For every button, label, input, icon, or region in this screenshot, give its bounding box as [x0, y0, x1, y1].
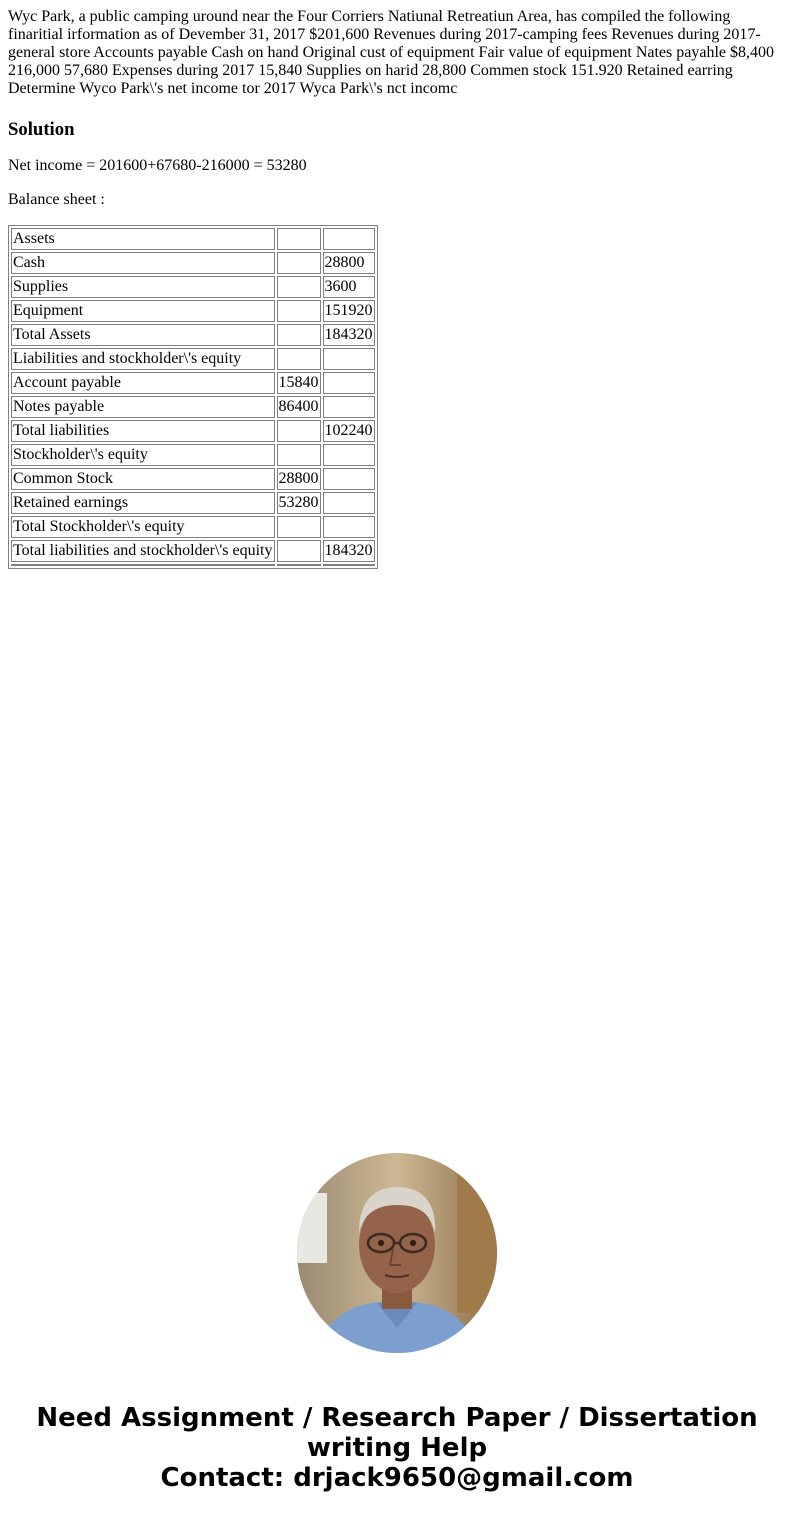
- table-cell: [323, 348, 375, 370]
- table-cell: [277, 540, 321, 562]
- table-cell: [323, 468, 375, 490]
- table-cell: Retained earnings: [11, 492, 275, 514]
- balance-sheet-label: Balance sheet :: [8, 191, 105, 208]
- question-text: Wyc Park, a public camping uround near the Four Corriers Natiunal Retreatiun Area, has compiled the following finaritial irformation as of Devember 31, 2017 $201,600 Revenues during 2017-camping fees Revenues during 2017-general store Accounts payable Cash on hand Original cust of equipment Fair value of equipment Nates payahle $8,400 216,000 57,680 Expenses during 2017 15,840 Supplies on harid 28,800 Commen stock 151.920 Retained earring Determine Wyco Park\'s net income tor 2017 Wyca Park\'s nct incomc: [8, 8, 775, 97]
- table-cell: Equipment: [11, 300, 275, 322]
- author-avatar-photo: [297, 1153, 497, 1353]
- table-cell: [323, 492, 375, 514]
- table-row: [11, 420, 375, 442]
- banner-line-2: writing Help: [306, 1433, 488, 1463]
- table-cell: Liabilities and stockholder\'s equity: [11, 348, 275, 370]
- table-cell: Cash: [11, 252, 275, 274]
- table-cell: 86400: [277, 396, 321, 418]
- table-row-empty: [11, 564, 375, 566]
- table-cell: 184320: [323, 324, 375, 346]
- balance-sheet-table: [8, 225, 378, 569]
- table-row: [11, 396, 375, 418]
- table-cell: [323, 516, 375, 538]
- table-cell: [277, 516, 321, 538]
- table-row: [11, 444, 375, 466]
- table-row: [11, 300, 375, 322]
- table-cell: Common Stock: [11, 468, 275, 490]
- banner-line-1: Need Assignment / Research Paper / Dissertation: [36, 1403, 758, 1433]
- table-cell: [323, 444, 375, 466]
- balance-sheet-body: [11, 228, 375, 566]
- document-content: [0, 0, 794, 569]
- table-cell: [323, 228, 375, 250]
- solution-heading: Solution: [8, 119, 75, 140]
- table-cell: 184320: [323, 540, 375, 562]
- table-row: [11, 348, 375, 370]
- table-cell: [277, 252, 321, 274]
- help-banner: [0, 1403, 794, 1493]
- table-row: [11, 516, 375, 538]
- table-cell: [277, 348, 321, 370]
- table-cell: Total liabilities: [11, 420, 275, 442]
- table-row: [11, 276, 375, 298]
- table-cell: Supplies: [11, 276, 275, 298]
- table-row: [11, 468, 375, 490]
- table-row: [11, 228, 375, 250]
- table-cell: 53280: [277, 492, 321, 514]
- table-cell: [277, 276, 321, 298]
- table-cell: 15840: [277, 372, 321, 394]
- table-row: [11, 252, 375, 274]
- table-cell: [277, 300, 321, 322]
- table-cell: [323, 564, 375, 566]
- table-cell: [277, 444, 321, 466]
- table-cell: Stockholder\'s equity: [11, 444, 275, 466]
- table-row: [11, 372, 375, 394]
- table-cell: Notes payable: [11, 396, 275, 418]
- net-income-text: Net income = 201600+67680-216000 = 53280: [8, 157, 307, 174]
- table-cell: 102240: [323, 420, 375, 442]
- table-cell: 3600: [323, 276, 375, 298]
- table-cell: Total Assets: [11, 324, 275, 346]
- table-cell: 151920: [323, 300, 375, 322]
- table-cell: Account payable: [11, 372, 275, 394]
- table-cell: [323, 396, 375, 418]
- table-cell: [277, 324, 321, 346]
- table-cell: 28800: [323, 252, 375, 274]
- table-cell: [277, 420, 321, 442]
- table-row: [11, 324, 375, 346]
- table-cell: [323, 372, 375, 394]
- table-cell: [277, 228, 321, 250]
- banner-contact-email: Contact: drjack9650@gmail.com: [160, 1463, 634, 1493]
- avatar-illustration: [297, 1153, 497, 1353]
- table-row: [11, 492, 375, 514]
- table-row: [11, 540, 375, 562]
- table-cell: Total Stockholder\'s equity: [11, 516, 275, 538]
- table-cell: Assets: [11, 228, 275, 250]
- table-cell: [11, 564, 275, 566]
- table-cell: Total liabilities and stockholder\'s equity: [11, 540, 275, 562]
- table-cell: [277, 564, 321, 566]
- table-cell: 28800: [277, 468, 321, 490]
